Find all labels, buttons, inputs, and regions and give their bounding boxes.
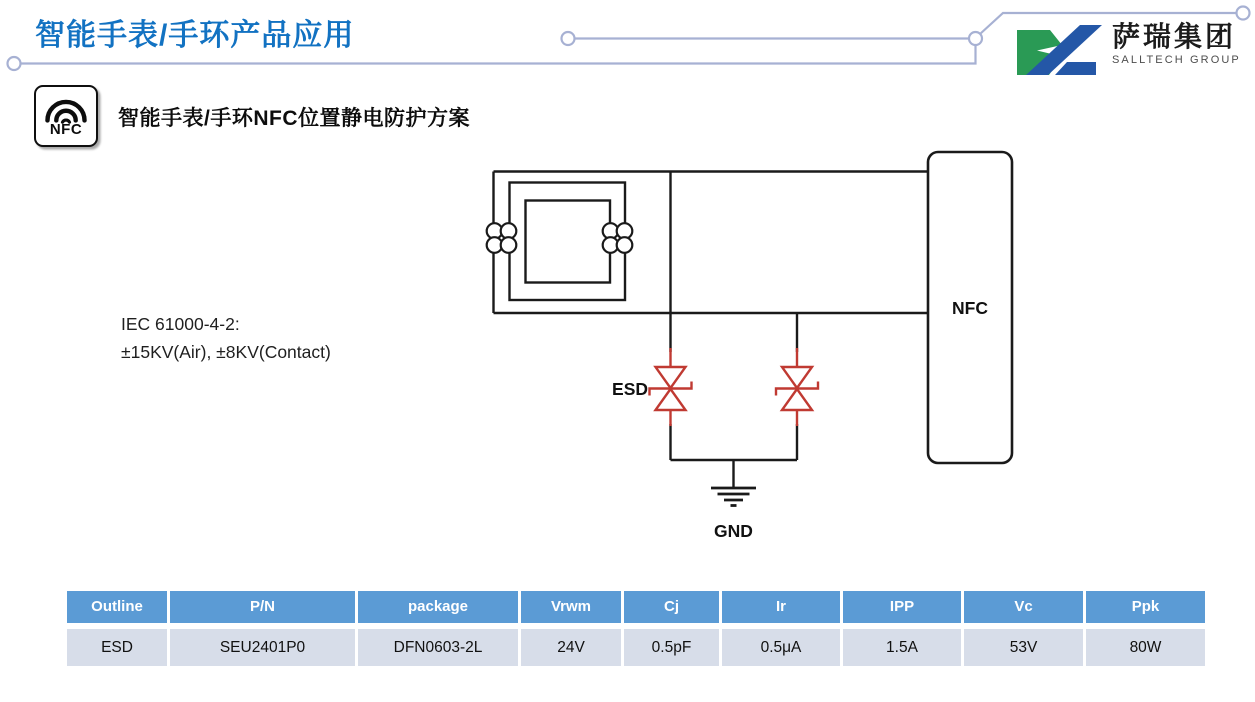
trace-node-icon — [1237, 7, 1250, 20]
data-cell: 80W — [1086, 629, 1205, 666]
data-cell: 0.5pF — [624, 629, 719, 666]
header-cell: Outline — [67, 591, 167, 623]
data-cell: 24V — [521, 629, 621, 666]
wires — [671, 172, 798, 488]
header-cell: IPP — [843, 591, 961, 623]
ground-symbol-icon — [711, 488, 756, 506]
iec-note-line2: ±15KV(Air), ±8KV(Contact) — [121, 342, 331, 362]
data-cell: ESD — [67, 629, 167, 666]
data-cell: SEU2401P0 — [170, 629, 355, 666]
data-cell: 1.5A — [843, 629, 961, 666]
logo-text — [1112, 22, 1241, 66]
page-title: 智能手表/手环产品应用 — [35, 19, 355, 52]
trace-node-icon — [8, 57, 21, 70]
coil-symbol-icon — [487, 223, 517, 253]
parts-table — [67, 591, 1205, 666]
header-cell: Vrwm — [521, 591, 621, 623]
header-cell: package — [358, 591, 518, 623]
section-heading: 智能手表/手环NFC位置静电防护方案 — [118, 107, 470, 130]
nfc-antenna-coil — [487, 172, 928, 314]
tvs-diode-icon — [650, 348, 692, 426]
trace-node-icon — [562, 32, 575, 45]
data-cell: DFN0603-2L — [358, 629, 518, 666]
contactless-arcs-icon — [38, 94, 94, 124]
esd-label: ESD — [612, 379, 648, 399]
header-cell: Vc — [964, 591, 1083, 623]
trace-node-icon — [969, 32, 982, 45]
data-cell: 53V — [964, 629, 1083, 666]
nfc-chip-label: NFC — [952, 298, 988, 318]
header-cell: P/N — [170, 591, 355, 623]
nfc-badge-label: NFC — [49, 121, 83, 138]
iec-note — [121, 310, 331, 366]
gnd-label: GND — [714, 521, 753, 541]
header-cell: Cj — [624, 591, 719, 623]
header-cell: Ppk — [1086, 591, 1205, 623]
logo-mark-icon — [1012, 22, 1102, 78]
tvs-diode-icon — [776, 348, 818, 426]
header-cell: Ir — [722, 591, 840, 623]
iec-note-line1: IEC 61000-4-2: — [121, 314, 240, 334]
logo-name-en: SALLTECH GROUP — [1112, 53, 1241, 66]
data-cell: 0.5μA — [722, 629, 840, 666]
nfc-badge-icon — [34, 85, 98, 147]
company-logo — [1012, 22, 1241, 78]
coil-symbol-icon — [603, 223, 633, 253]
logo-name-cn: 萨瑞集团 — [1112, 21, 1237, 52]
